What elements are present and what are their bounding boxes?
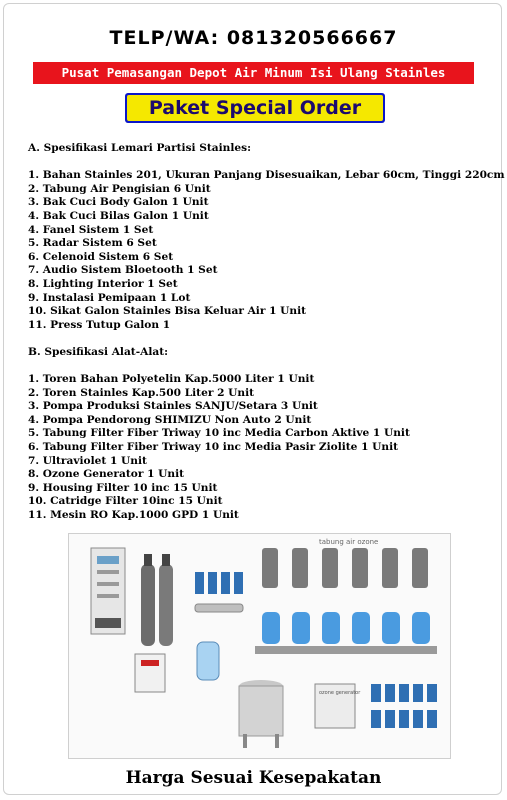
list-item: 10. Catridge Filter 10inc 15 Unit xyxy=(28,495,223,508)
pump-box-icon xyxy=(315,684,361,728)
list-item: 11. Press Tutup Galon 1 xyxy=(28,318,171,331)
section-b-title: B. Spesifikasi Alat-Alat: xyxy=(28,345,169,358)
ro-machine-icon xyxy=(91,548,125,634)
list-item: 7. Audio Sistem Bloetooth 1 Set xyxy=(28,264,218,277)
uv-tube-icon xyxy=(195,604,243,612)
list-item: 8. Ozone Generator 1 Unit xyxy=(28,468,185,481)
list-item: 3. Pompa Produksi Stainles SANJU/Setara 3 Unit xyxy=(28,400,318,413)
ozone-generator-icon xyxy=(135,654,165,692)
list-item: 2. Toren Stainles Kap.500 Liter 2 Unit xyxy=(28,386,255,399)
list-item: 11. Mesin RO Kap.1000 GPD 1 Unit xyxy=(28,509,239,522)
list-item: 4. Bak Cuci Bilas Galon 1 Unit xyxy=(28,209,209,222)
tabung-label: tabung air ozone xyxy=(319,538,379,546)
list-item: 8. Lighting Interior 1 Set xyxy=(28,277,178,290)
list-item: 1. Bahan Stainles 201, Ukuran Panjang Disesuaikan, Lebar 60cm, Tinggi 220cm xyxy=(28,169,505,182)
special-order-badge xyxy=(125,93,385,123)
ozone-tubes-icon xyxy=(262,548,428,588)
gallon-row-icon xyxy=(255,612,437,654)
cartridge-grid-icon xyxy=(371,684,437,728)
filter-tubes-icon xyxy=(141,554,173,646)
stainless-tank-icon xyxy=(239,680,283,748)
contact-phone: TELP/WA: 081320566667 xyxy=(109,27,398,49)
list-item: 5. Radar Sistem 6 Set xyxy=(28,237,157,250)
equipment-illustration xyxy=(68,533,451,759)
list-item: 4. Fanel Sistem 1 Set xyxy=(28,223,154,236)
equipment-drawing xyxy=(69,534,450,758)
housing-filter-icon xyxy=(195,572,243,594)
list-item: 5. Tabung Filter Fiber Triway 10 inc Media Carbon Aktive 1 Unit xyxy=(28,427,410,440)
headline-banner: Pusat Pemasangan Depot Air Minum Isi Ulang Stainles xyxy=(33,62,474,84)
list-item: 10. Sikat Galon Stainles Bisa Keluar Air 1 Unit xyxy=(28,305,307,318)
section-a-title: A. Spesifikasi Lemari Partisi Stainles: xyxy=(28,142,252,154)
list-item: 2. Tabung Air Pengisian 6 Unit xyxy=(28,182,211,195)
special-order-label: Paket Special Order xyxy=(127,95,383,121)
list-item: 4. Pompa Pendorong SHIMIZU Non Auto 2 Unit xyxy=(28,413,312,426)
list-item: 6. Celenoid Sistem 6 Set xyxy=(28,250,174,263)
list-item: 3. Bak Cuci Body Galon 1 Unit xyxy=(28,196,209,209)
list-item: 9. Housing Filter 10 inc 15 Unit xyxy=(28,481,218,494)
spec-content xyxy=(28,142,505,523)
ozone-label: ozone generator xyxy=(319,690,361,696)
footer-price-note: Harga Sesuai Kesepakatan xyxy=(125,768,382,788)
list-item: 7. Ultraviolet 1 Unit xyxy=(28,454,147,467)
list-item: 9. Instalasi Pemipaan 1 Lot xyxy=(28,291,191,304)
section-b-list xyxy=(28,373,488,523)
list-item: 6. Tabung Filter Fiber Triway 10 inc Media Pasir Ziolite 1 Unit xyxy=(28,441,399,454)
list-item: 1. Toren Bahan Polyetelin Kap.5000 Liter 1 Unit xyxy=(28,373,315,386)
section-a-list xyxy=(28,169,505,332)
gallon-icon xyxy=(197,642,219,680)
